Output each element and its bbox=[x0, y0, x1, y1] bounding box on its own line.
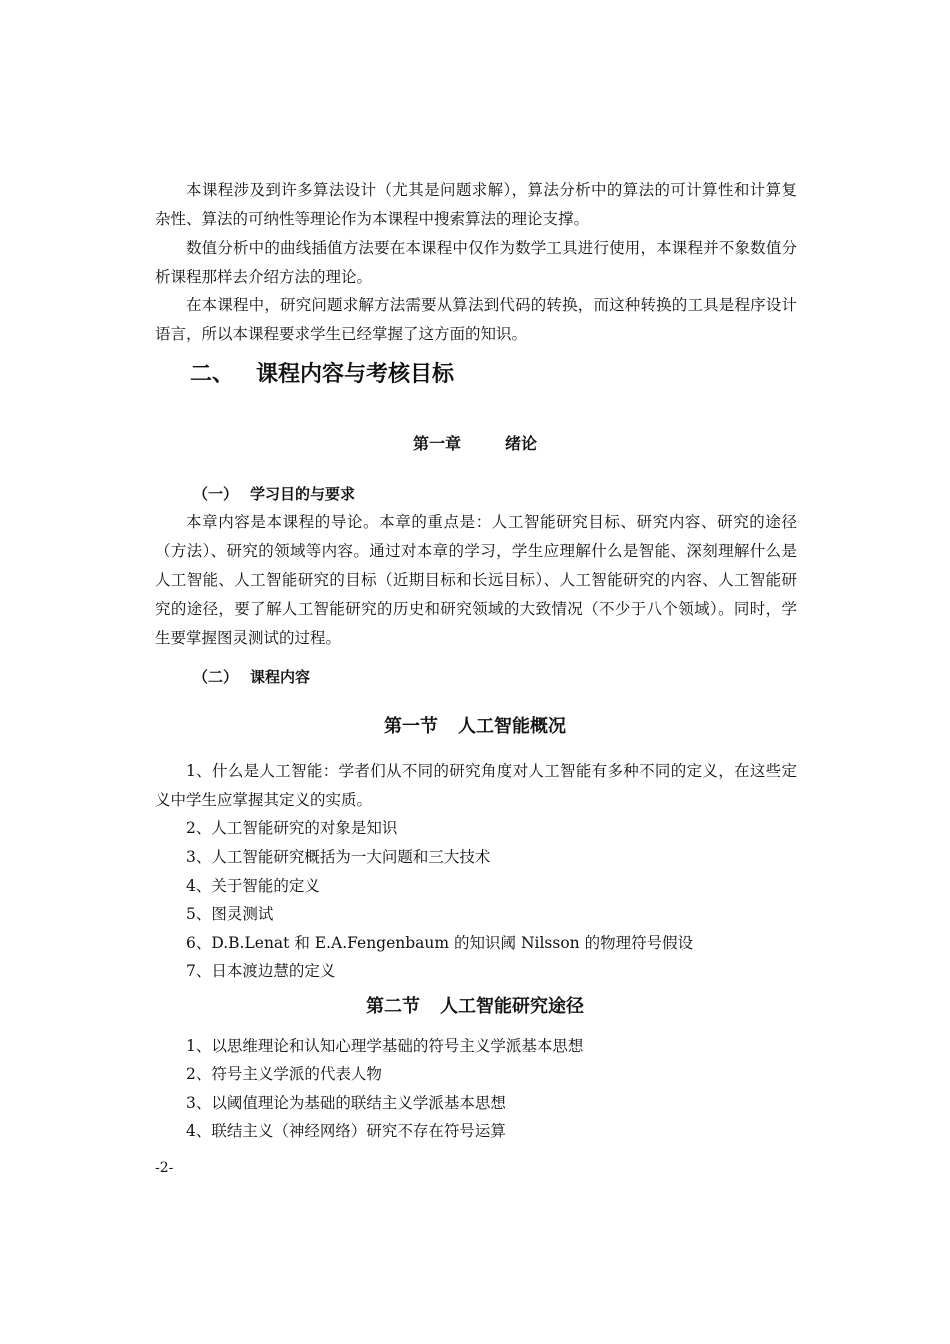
objectives-heading-number: （一） bbox=[193, 485, 239, 503]
list-item: 2、人工智能研究的对象是知识 bbox=[186, 819, 398, 837]
chapter-heading bbox=[0, 431, 950, 457]
list-item: 7、日本渡边慧的定义 bbox=[186, 962, 336, 980]
section1-title: 人工智能概况 bbox=[458, 716, 566, 737]
objectives-paragraph: 本章内容是本课程的导论。本章的重点是：人工智能研究目标、研究内容、研究的途径（方法）、研究的领域等内容。通过对本章的学习，学生应理解什么是智能、深刻理解什么是人工智能、人工智能研究的目标（近期目标和长远目标）、人工智能研究的内容、人工智能研究的途径，要了解人工智能研究的历史和研究领域的大致情况（不少于八个领域）。同时，学生要掌握图灵测试的过程。 bbox=[155, 513, 797, 647]
list-item: 5、图灵测试 bbox=[186, 905, 274, 923]
section2-heading bbox=[0, 992, 950, 1022]
section1-number: 第一节 bbox=[384, 716, 438, 737]
section2-title: 人工智能研究途径 bbox=[440, 996, 584, 1017]
part-heading bbox=[190, 358, 454, 392]
list-item: 4、关于智能的定义 bbox=[186, 877, 320, 895]
content-heading-label: 课程内容 bbox=[250, 668, 311, 686]
list-item: 1、以思维理论和认知心理学基础的符号主义学派基本思想 bbox=[186, 1037, 584, 1055]
list-item: 2、符号主义学派的代表人物 bbox=[186, 1065, 382, 1083]
list-item: 3、以阈值理论为基础的联结主义学派基本思想 bbox=[186, 1094, 506, 1112]
part-heading-number: 二、 bbox=[190, 362, 235, 387]
list-item: 1、什么是人工智能：学者们从不同的研究角度对人工智能有多种不同的定义，在这些定义中学生应掌握其定义的实质。 bbox=[155, 762, 797, 809]
intro-paragraph-3: 在本课程中，研究问题求解方法需要从算法到代码的转换，而这种转换的工具是程序设计语言，所以本课程要求学生已经掌握了这方面的知识。 bbox=[155, 296, 797, 343]
list-item: 6、D.B.Lenat 和 E.A.Fengenbaum 的知识阈 Nilsson 的物理符号假设 bbox=[186, 934, 694, 952]
content-heading-number: （二） bbox=[193, 668, 239, 686]
section2-number: 第二节 bbox=[366, 996, 420, 1017]
objectives-heading bbox=[193, 481, 355, 507]
content-heading bbox=[193, 664, 310, 690]
objectives-heading-label: 学习目的与要求 bbox=[250, 485, 356, 503]
intro-paragraph-1: 本课程涉及到许多算法设计（尤其是问题求解），算法分析中的算法的可计算性和计算复杂性、算法的可纳性等理论作为本课程中搜索算法的理论支撑。 bbox=[155, 181, 797, 228]
list-item: 3、人工智能研究概括为一大问题和三大技术 bbox=[186, 848, 491, 866]
section1-heading bbox=[0, 712, 950, 742]
chapter-heading-title: 绪论 bbox=[505, 434, 538, 453]
intro-paragraph-2: 数值分析中的曲线插值方法要在本课程中仅作为数学工具进行使用，本课程并不象数值分析课程那样去介绍方法的理论。 bbox=[155, 239, 797, 286]
page-number: -2- bbox=[155, 1160, 174, 1176]
part-heading-title: 课程内容与考核目标 bbox=[256, 362, 455, 387]
list-item: 4、联结主义（神经网络）研究不存在符号运算 bbox=[186, 1122, 506, 1140]
chapter-heading-number: 第一章 bbox=[412, 434, 461, 453]
